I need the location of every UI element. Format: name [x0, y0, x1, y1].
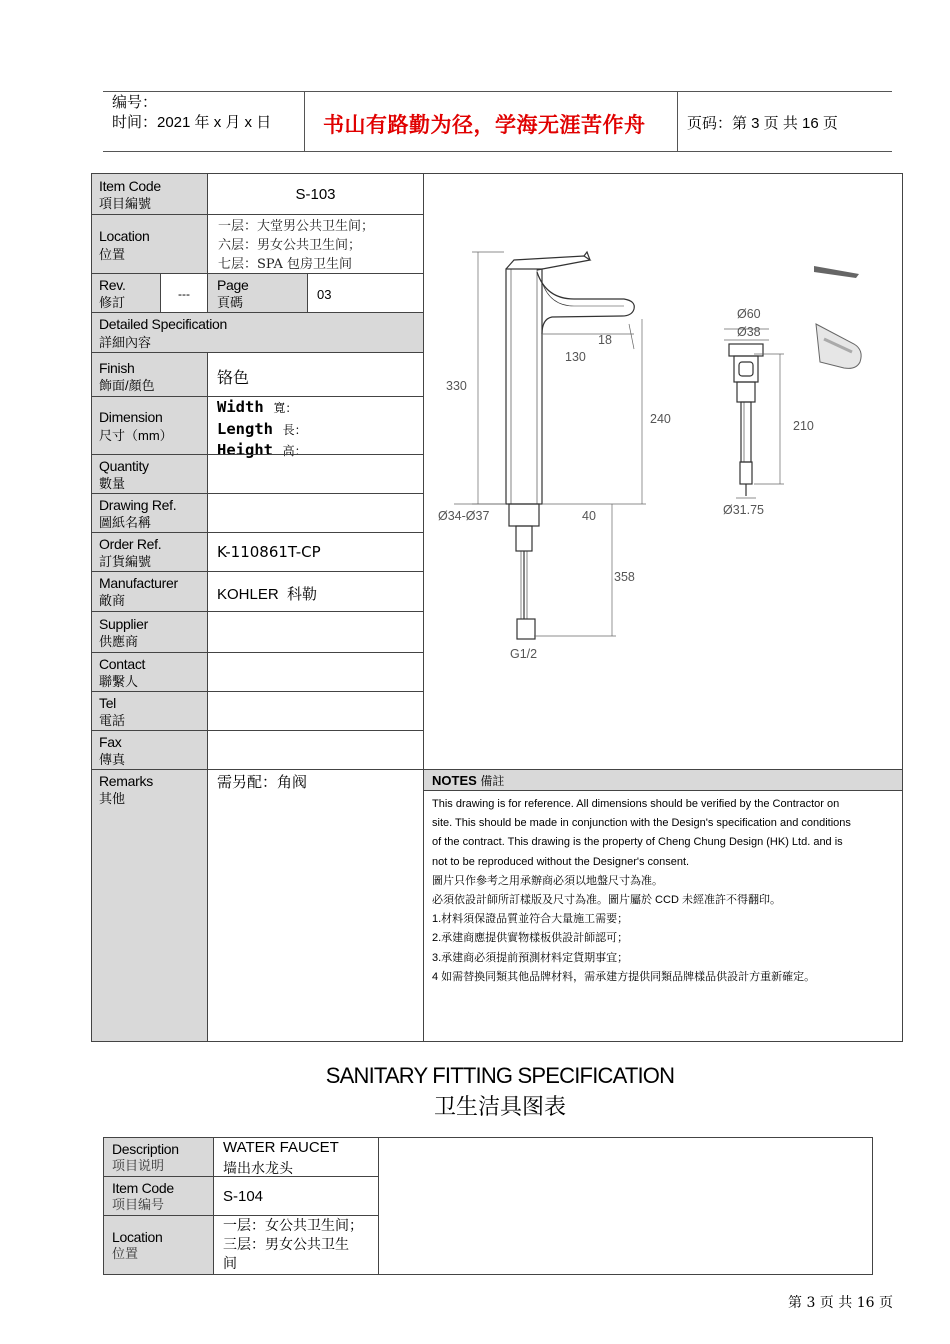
location-2-value: 一层：女公共卫生间； 三层：男女公共卫生 间	[213, 1215, 379, 1275]
description-value: WATER FAUCET 墙出水龙头	[213, 1137, 379, 1177]
height-label: Height	[217, 441, 273, 459]
order-ref-value: K-110861T-CP	[207, 532, 424, 572]
order-ref-label: Order Ref. 訂貨編號	[91, 532, 208, 572]
dim-358: 358	[614, 570, 635, 584]
location-2-label: Location 位置	[103, 1215, 214, 1275]
notes-header	[423, 769, 903, 791]
quantity-value	[207, 454, 424, 494]
remarks-value: 需另配：角阀	[207, 769, 424, 1042]
faucet-technical-drawing	[424, 174, 902, 769]
drawing-ref-value	[207, 493, 424, 533]
fax-label: Fax 傳真	[91, 730, 208, 770]
dim-diameter-60: Ø60	[737, 307, 761, 321]
contact-label: Contact 聯繫人	[91, 652, 208, 692]
section-title-en: SANITARY FITTING SPECIFICATION	[325, 1063, 675, 1088]
dim-diameter-34-37: Ø34-Ø37	[438, 509, 490, 523]
header-bottom-rule	[103, 151, 892, 152]
supplier-value	[207, 611, 424, 653]
page-value: 03	[307, 273, 424, 313]
item-code-label: Item Code 項目編號	[91, 173, 208, 215]
manufacturer-value: KOHLER 科勒	[207, 571, 424, 612]
drawing-ref-label: Drawing Ref. 圖紙名稱	[91, 493, 208, 533]
dim-40: 40	[582, 509, 596, 523]
length-label: Length	[217, 419, 273, 438]
dim-210: 210	[793, 419, 814, 433]
notes-title-zh: 備註	[480, 774, 505, 788]
page-label-cell: Page 頁碼	[207, 273, 308, 313]
location-label: Location 位置	[91, 214, 208, 274]
fax-value	[207, 730, 424, 770]
time-label: 时间：2021 年 x 月 x 日	[112, 114, 272, 131]
detailed-spec-header: Detailed Specification 詳細內容	[91, 312, 424, 353]
finish-value: 铬色	[207, 352, 424, 397]
rev-value: ---	[160, 273, 208, 313]
tel-value	[207, 691, 424, 731]
tel-label: Tel 電話	[91, 691, 208, 731]
dimension-label: Dimension 尺寸（mm）	[91, 396, 208, 455]
manufacturer-label: Manufacturer 敵商	[91, 571, 208, 612]
header-divider	[677, 91, 678, 152]
dim-18: 18	[598, 333, 612, 347]
remarks-label: Remarks 其他	[91, 769, 208, 1042]
width-label: Width	[217, 398, 264, 416]
finish-label: Finish 飾面/顏色	[91, 352, 208, 397]
dim-diameter-31-75: Ø31.75	[723, 503, 765, 517]
section-title-zh: 卫生洁具图表	[433, 1095, 566, 1120]
product-drawing-panel-2	[378, 1137, 873, 1275]
dim-330: 330	[446, 379, 467, 393]
quantity-label: Quantity 數量	[91, 454, 208, 494]
motto: 书山有路勤为径，学海无涯苦作舟	[323, 113, 646, 137]
dim-diameter-38: Ø38	[737, 325, 761, 339]
supplier-label: Supplier 供應商	[91, 611, 208, 653]
dimension-value: Width 寬： Length 長： Height 高：	[207, 396, 424, 455]
item-code-2-label: Item Code 项目编号	[103, 1176, 214, 1216]
description-label: Description 项目说明	[103, 1137, 214, 1177]
item-code-2-value: S-104	[213, 1176, 379, 1216]
item-code-value: S-103	[207, 173, 424, 215]
dim-g1-2: G1/2	[510, 647, 538, 661]
location-value: 一层：大堂男公共卫生间； 六层：男女公共卫生间； 七层：SPA 包房卫生间	[207, 214, 424, 274]
dim-130: 130	[565, 350, 586, 364]
footer-page-label: 第 3 页 共 16 页	[788, 1295, 893, 1311]
header-divider	[304, 91, 305, 152]
notes-title-en: NOTES	[432, 773, 477, 788]
contact-value	[207, 652, 424, 692]
dim-240: 240	[650, 412, 671, 426]
header-top-rule	[103, 91, 892, 92]
serial-label: 编号：	[112, 94, 158, 111]
notes-body: This drawing is for reference. All dimensions should be verified by the Contractor on site. This should be made in conjunction with the Design's specification and conditions of the contract. This drawing is the property of Cheng Chung Design (HK) Ltd. and is not to be reproduced without the Designer's consent. 圖片只作參考之用承辦商必須以地盤尺寸為准。 必須依設計師所訂樣版及尺寸為准。圖片屬於 CCD 未經准許不得翻印。 1.材料須保證品質並符合大量施工需要； 2.承建商應提供實物樣板供設計師認可； 3.承建商必須提前預測材料定貨期事宜； 4 如需替換同類其他品牌材料，需承建方提供同類品牌樣品供設計方重新確定。	[423, 790, 903, 1042]
rev-label: Rev. 修訂	[91, 273, 161, 313]
page-label: 页码：第 3 页 共 16 页	[687, 115, 838, 132]
product-drawing-panel	[423, 173, 903, 770]
